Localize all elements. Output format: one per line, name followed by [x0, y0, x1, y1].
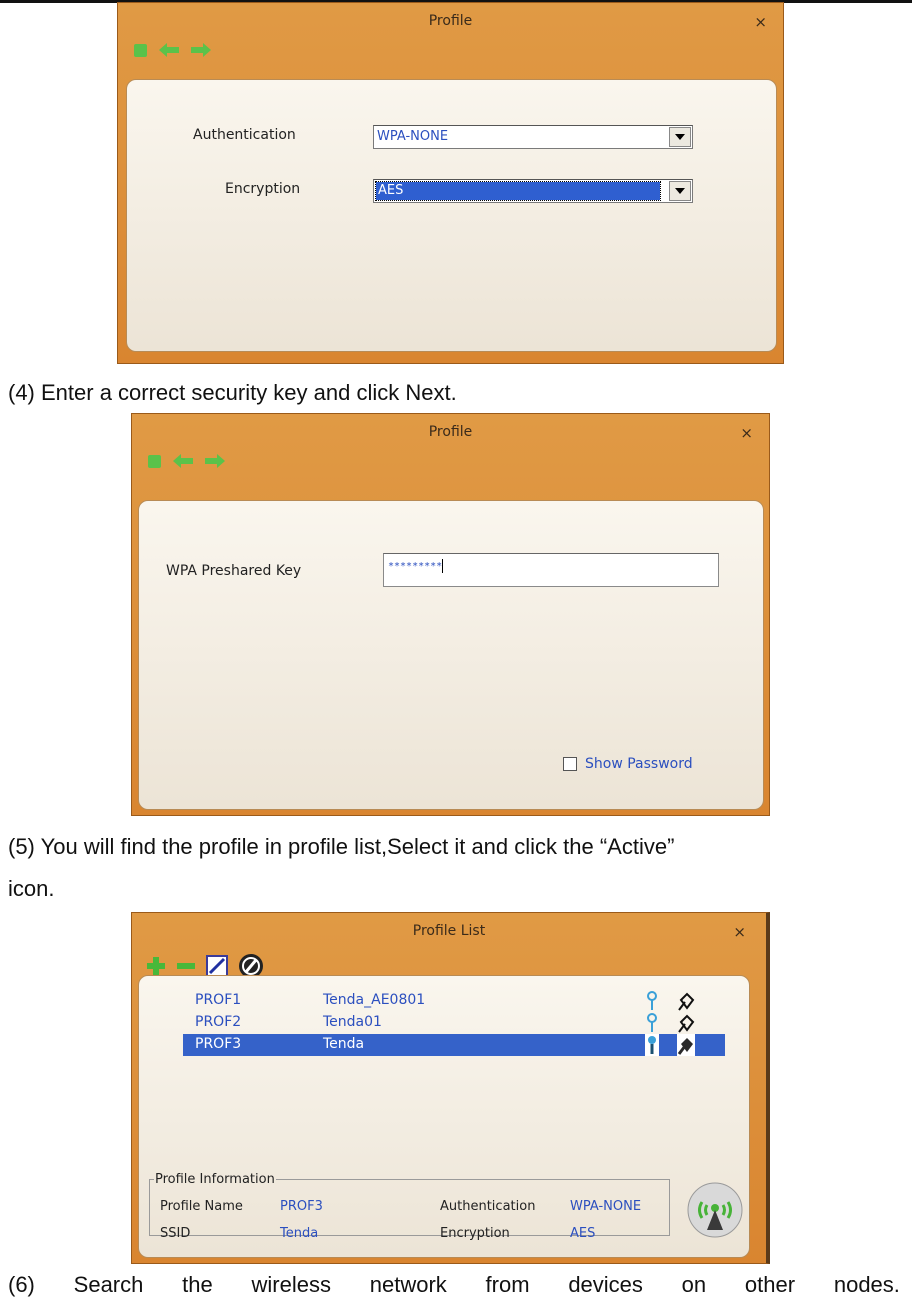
profile-row[interactable] [183, 990, 725, 1012]
profile-dialog-security [117, 2, 784, 364]
profile-list-body [138, 975, 750, 1258]
next-arrow-icon[interactable] [205, 454, 225, 468]
encryption-label: Encryption [440, 1226, 510, 1241]
step-5-caption-line1: (5) You will find the profile in profile list,Select it and click the “Active” [8, 834, 675, 859]
authentication-label: Authentication [440, 1199, 536, 1214]
next-arrow-icon[interactable] [191, 43, 211, 57]
encryption-select[interactable] [373, 179, 693, 203]
ad-hoc-icon [677, 990, 695, 1012]
step-5-caption-line2: icon. [8, 876, 55, 901]
step-4-caption: (4) Enter a correct security key and click Next. [8, 380, 457, 405]
caption-word: Search [73, 1272, 144, 1297]
profile-name: PROF3 [195, 1036, 242, 1052]
profile-ssid: Tenda01 [323, 1014, 382, 1030]
chevron-down-icon[interactable] [669, 181, 691, 201]
profile-row-selected[interactable] [183, 1034, 725, 1056]
profile-name-value: PROF3 [280, 1199, 323, 1214]
caption-word: other [744, 1272, 796, 1297]
signal-icon [645, 1012, 659, 1034]
caption-word: the [182, 1272, 213, 1297]
ssid-label: SSID [160, 1226, 191, 1241]
dialog-body [126, 79, 777, 352]
caption-word: wireless [251, 1272, 331, 1297]
home-icon[interactable] [148, 455, 161, 468]
caption-word: from [485, 1272, 530, 1297]
show-password-label: Show Password [585, 756, 693, 772]
close-icon[interactable]: × [733, 923, 746, 941]
text-caret [442, 559, 443, 573]
show-password-checkbox[interactable] [563, 756, 693, 772]
toolbar [148, 454, 225, 468]
profile-list-dialog [131, 912, 770, 1264]
caption-word: (6) [8, 1272, 35, 1297]
add-profile-icon[interactable] [146, 956, 166, 976]
authentication-value: WPA-NONE [377, 129, 449, 144]
back-arrow-icon[interactable] [173, 454, 193, 468]
profile-ssid: Tenda_AE0801 [323, 992, 426, 1008]
back-arrow-icon[interactable] [159, 43, 179, 57]
home-icon[interactable] [134, 44, 147, 57]
authentication-label: Authentication [193, 127, 296, 143]
toolbar [134, 43, 211, 57]
profile-row[interactable] [183, 1012, 725, 1034]
edit-profile-icon[interactable] [206, 955, 228, 977]
dialog-title: Profile List [412, 923, 486, 939]
signal-icon [645, 1034, 659, 1056]
preshared-key-label: WPA Preshared Key [166, 563, 302, 579]
dialog-title: Profile [428, 13, 473, 29]
profile-dialog-key [131, 413, 770, 816]
caption-word: on [681, 1272, 707, 1297]
profile-information-legend: Profile Information [155, 1172, 275, 1187]
signal-icon [645, 990, 659, 1012]
checkbox-box[interactable] [563, 757, 577, 771]
caption-word: nodes. [833, 1272, 900, 1297]
profile-ssid: Tenda [323, 1036, 365, 1052]
close-icon[interactable]: × [740, 424, 753, 442]
caption-word: devices [568, 1272, 643, 1297]
profile-name-label: Profile Name [160, 1199, 243, 1214]
caption-word: network [369, 1272, 447, 1297]
profile-information-group [149, 1172, 670, 1241]
ad-hoc-icon [677, 1012, 695, 1034]
dialog-body [138, 500, 764, 810]
encryption-label: Encryption [225, 181, 301, 197]
authentication-value: WPA-NONE [570, 1199, 642, 1214]
encryption-value: AES [376, 182, 660, 200]
encryption-value: AES [570, 1226, 596, 1241]
close-icon[interactable]: × [754, 13, 767, 31]
chevron-down-icon[interactable] [669, 127, 691, 147]
authentication-select[interactable] [373, 125, 693, 149]
preshared-key-input[interactable] [383, 553, 719, 587]
ad-hoc-icon [677, 1034, 695, 1056]
wireless-antenna-icon [687, 1182, 743, 1238]
ssid-value: Tenda [280, 1226, 319, 1241]
profile-name: PROF2 [195, 1014, 242, 1030]
preshared-key-value: ********* [388, 561, 443, 572]
step-6-caption [8, 1272, 900, 1298]
dialog-title: Profile [428, 424, 473, 440]
profile-name: PROF1 [195, 992, 242, 1008]
delete-profile-icon[interactable] [176, 956, 196, 976]
